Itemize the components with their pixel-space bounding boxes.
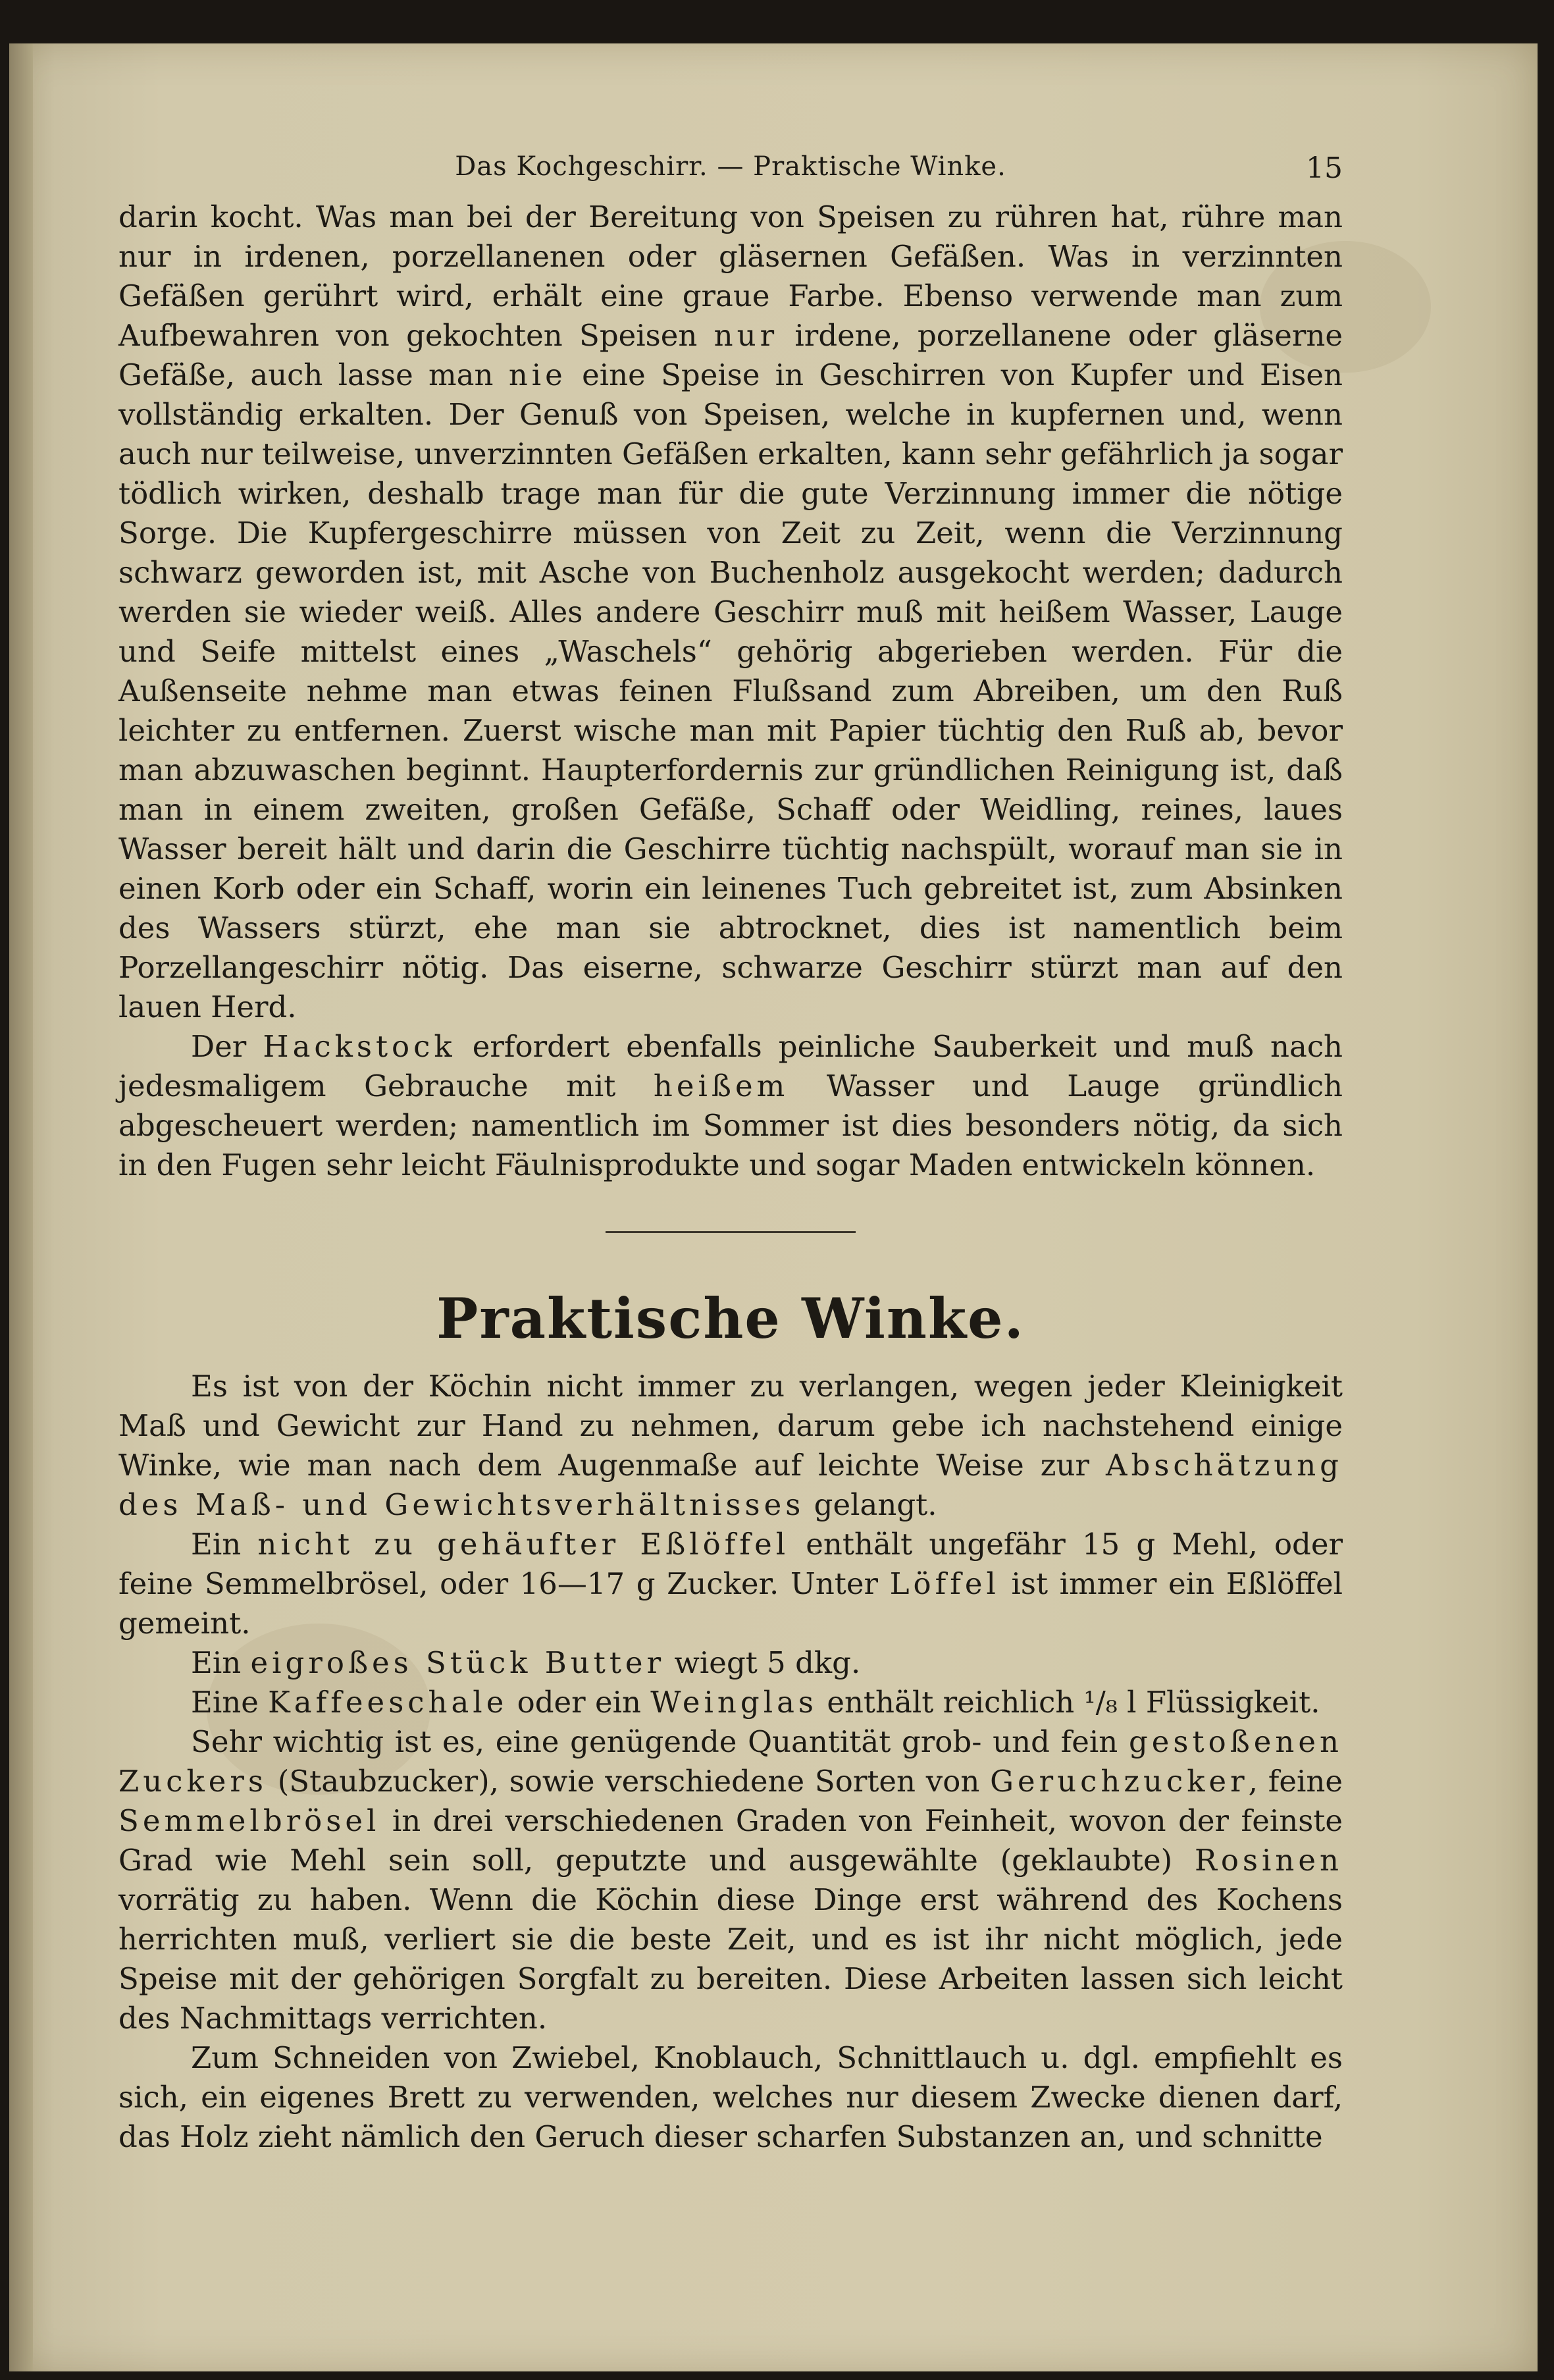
paragraph — [118, 1367, 1343, 1525]
section-title: Praktische Winke. — [436, 1286, 1025, 1351]
text-run: Zum Schneiden von Zwiebel, Knoblauch, Schnittlauch u. dgl. empfiehlt es sich, ein eigenes Brett zu verwenden, welches nur diesem Zwecke dienen darf, das Holz zieht nämlich den Geruch dieser scharfen Substanzen an, und schnitte — [118, 2040, 1343, 2154]
paragraph — [118, 1683, 1343, 1722]
paragraph — [118, 2038, 1343, 2157]
emphasis-spaced-text: eigroßes Stück Butter — [250, 1645, 665, 1680]
text-run: gelangt. — [804, 1487, 937, 1522]
text-run: (Staubzucker), sowie verschiedene Sorten von — [267, 1764, 991, 1799]
text-run: darin kocht. Was man bei der Bereitung von Speisen zu rühren hat, rühre man nur in irdenen, porzellanenen oder gläsernen Gefäßen. Was in verzinnten Gefäßen gerührt wird, erhält eine graue Farbe. Ebenso verwende man zum Aufbewahren von gekochten Speisen — [118, 199, 1343, 353]
emphasis-spaced-text: nie — [508, 357, 567, 392]
emphasis-spaced-text: Weinglas — [650, 1685, 818, 1720]
page-content — [118, 151, 1343, 2157]
text-run: Der — [191, 1029, 263, 1064]
paragraph — [118, 1027, 1343, 1185]
text-run: Wasser und Lauge gründlich abgescheuert werden; namentlich im Sommer ist dies besonders nötig, da sich in den Fugen sehr leicht Fäulnisprodukte und sogar Maden entwickeln können. — [118, 1069, 1343, 1182]
emphasis-spaced-text: Löffel — [889, 1566, 1000, 1601]
text-run: erfordert ebenfalls peinliche Sauberkeit und muß nach jedesmaligem Gebrauche mit — [118, 1029, 1343, 1103]
text-run: Eine — [191, 1685, 269, 1720]
running-title: Das Kochgeschirr. — Praktische Winke. — [455, 151, 1006, 182]
text-run: ist immer ein Eßlöffel gemeint. — [118, 1566, 1343, 1641]
running-head — [118, 151, 1343, 198]
text-run: Sehr wichtig ist es, eine genügende Quantität grob- und fein — [191, 1724, 1129, 1759]
text-run: Es ist von der Köchin nicht immer zu verlangen, wegen jeder Kleinigkeit Maß und Gewicht zur Hand zu nehmen, darum gebe ich nachstehend einige Winke, wie man nach dem Augenmaße auf leichte Weise zur — [118, 1369, 1343, 1483]
section-divider — [606, 1231, 856, 1233]
emphasis-spaced-text: Rosinen — [1194, 1843, 1343, 1878]
page-number: 15 — [1306, 151, 1343, 185]
emphasis-spaced-text: gestoßenen Zuckers — [118, 1724, 1343, 1799]
text-run: oder ein — [507, 1685, 651, 1720]
body-text-bottom — [118, 1367, 1343, 2157]
emphasis-spaced-text: Semmelbrösel — [118, 1803, 380, 1838]
text-run: enthält ungefähr 15 g Mehl, oder feine Semmelbrösel, oder 16—17 g Zucker. Unter — [118, 1527, 1343, 1601]
emphasis-spaced-text: Hackstock — [263, 1029, 456, 1064]
text-run: in drei verschiedenen Graden von Feinheit, wovon der feinste Grad wie Mehl sein soll, geputzte und ausgewählte (geklaubte) — [118, 1803, 1343, 1878]
emphasis-spaced-text: Abschätzung des Maß- und Gewichtsverhältnisses — [118, 1448, 1343, 1522]
text-run: vorrätig zu haben. Wenn die Köchin diese Dinge erst während des Kochens herrichten muß, verliert sie die beste Zeit, und es ist ihr nicht möglich, jede Speise mit der gehörigen Sorgfalt zu bereiten. Diese Arbeiten lassen sich leicht des Nachmittags verrichten. — [118, 1882, 1343, 2036]
paragraph — [118, 1525, 1343, 1643]
text-run: enthält reichlich ¹/₈ l Flüssigkeit. — [817, 1685, 1320, 1720]
paragraph — [118, 198, 1343, 1027]
text-run: irdene, porzellanene oder gläserne Gefäße, auch lasse man — [118, 318, 1343, 392]
body-text-top — [118, 198, 1343, 1185]
text-run: wiegt 5 dkg. — [665, 1645, 861, 1680]
page-gutter — [9, 43, 33, 2371]
emphasis-spaced-text: nur — [713, 318, 779, 353]
emphasis-spaced-text: Kaffeeschale — [268, 1685, 508, 1720]
text-run: Ein — [191, 1645, 251, 1680]
text-run: Ein — [191, 1527, 258, 1562]
text-run: , feine — [1248, 1764, 1343, 1799]
emphasis-spaced-text: Geruchzucker — [990, 1764, 1249, 1799]
paragraph — [118, 1722, 1343, 2038]
emphasis-spaced-text: nicht zu gehäufter Eßlöffel — [257, 1527, 790, 1562]
paragraph — [118, 1643, 1343, 1683]
text-run: eine Speise in Geschirren von Kupfer und Eisen vollständig erkalten. Der Genuß von Speisen, welche in kupfernen und, wenn auch nur teilweise, unverzinnten Gefäßen erkalten, kann sehr gefährlich ja sogar tödlich wirken, deshalb trage man für die gute Verzinnung immer die nötige Sorge. Die Kupfergeschirre müssen von Zeit zu Zeit, wenn die Verzinnung schwarz geworden ist, mit Asche von Buchenholz ausgekocht werden; dadurch werden sie wieder weiß. Alles andere Geschirr muß mit heißem Wasser, Lauge und Seife mittelst eines „Waschels“ gehörig abgerieben werden. Für die Außenseite nehme man etwas feinen Flußsand zum Abreiben, um den Ruß leichter zu entfernen. Zuerst wische man mit Papier tüchtig den Ruß ab, bevor man abzuwaschen beginnt. Haupterfordernis zur gründlichen Reinigung ist, daß man in einem zweiten, großen Gefäße, Schaff oder Weidling, reines, laues Wasser bereit hält und darin die Geschirre tüchtig nachspült, worauf man sie in einen Korb oder ein Schaff, worin ein leinenes Tuch gebreitet ist, zum Absinken des Wassers stürzt, ehe man sie abtrocknet, dies ist namentlich beim Porzellangeschirr nötig. Das eiserne, schwarze Geschirr stürzt man auf den lauen Herd. — [118, 357, 1343, 1024]
emphasis-spaced-text: heißem — [653, 1069, 789, 1103]
